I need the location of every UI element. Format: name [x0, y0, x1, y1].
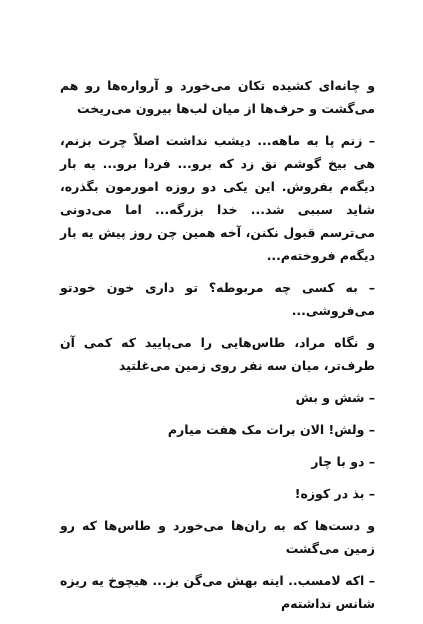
story-text — [60, 74, 375, 624]
narration-paragraph: و چانه‌ای کشیده تکان می‌خورد و آرواره‌ها رو هم می‌گشت و حرف‌ها از میان لب‌ها بیرون می‌ریخت — [60, 78, 375, 116]
dialogue-line: – دو با چار — [311, 454, 375, 469]
dialogue-line: – بذ در کوزه! — [294, 486, 375, 501]
narration-paragraph: و دست‌ها که به ران‌ها می‌خورد و طاس‌ها که رو زمین می‌گشت — [60, 518, 375, 556]
dialogue-line: – شش و بش — [295, 390, 375, 405]
dialogue-line: – به کسی چه مربوطه؟ تو داری خون خودتو می‌فروشی... — [60, 280, 375, 318]
dialogue-line: – ولش! الان برات مک هفت میارم — [167, 422, 375, 437]
dialogue-line: – زنم پا به ماهه... دیشب نداشت اصلاً چرت بزنم، هی بیخ گوشم نق زد که برو... فردا برو... یه بار دیگه‌م بفروش. این یکی دو روزه امورمون بگذره، شاید سببی شد... خدا بزرگه... اما می‌دونی می‌ترسم قبول نکنن، آخه همین چن روز پیش یه بار دیگه‌م فروخته‌م... — [60, 133, 375, 263]
dialogue-line: – اکه لامسب.. اینه بهش می‌گن بز... هیچوخ یه ریزه شانس نداشته‌م — [60, 573, 375, 611]
narration-paragraph: و نگاه مراد، طاس‌هایی را می‌پایید که کمی آن طرف‌تر، میان سه نفر روی زمین می‌غلتید — [60, 335, 375, 373]
